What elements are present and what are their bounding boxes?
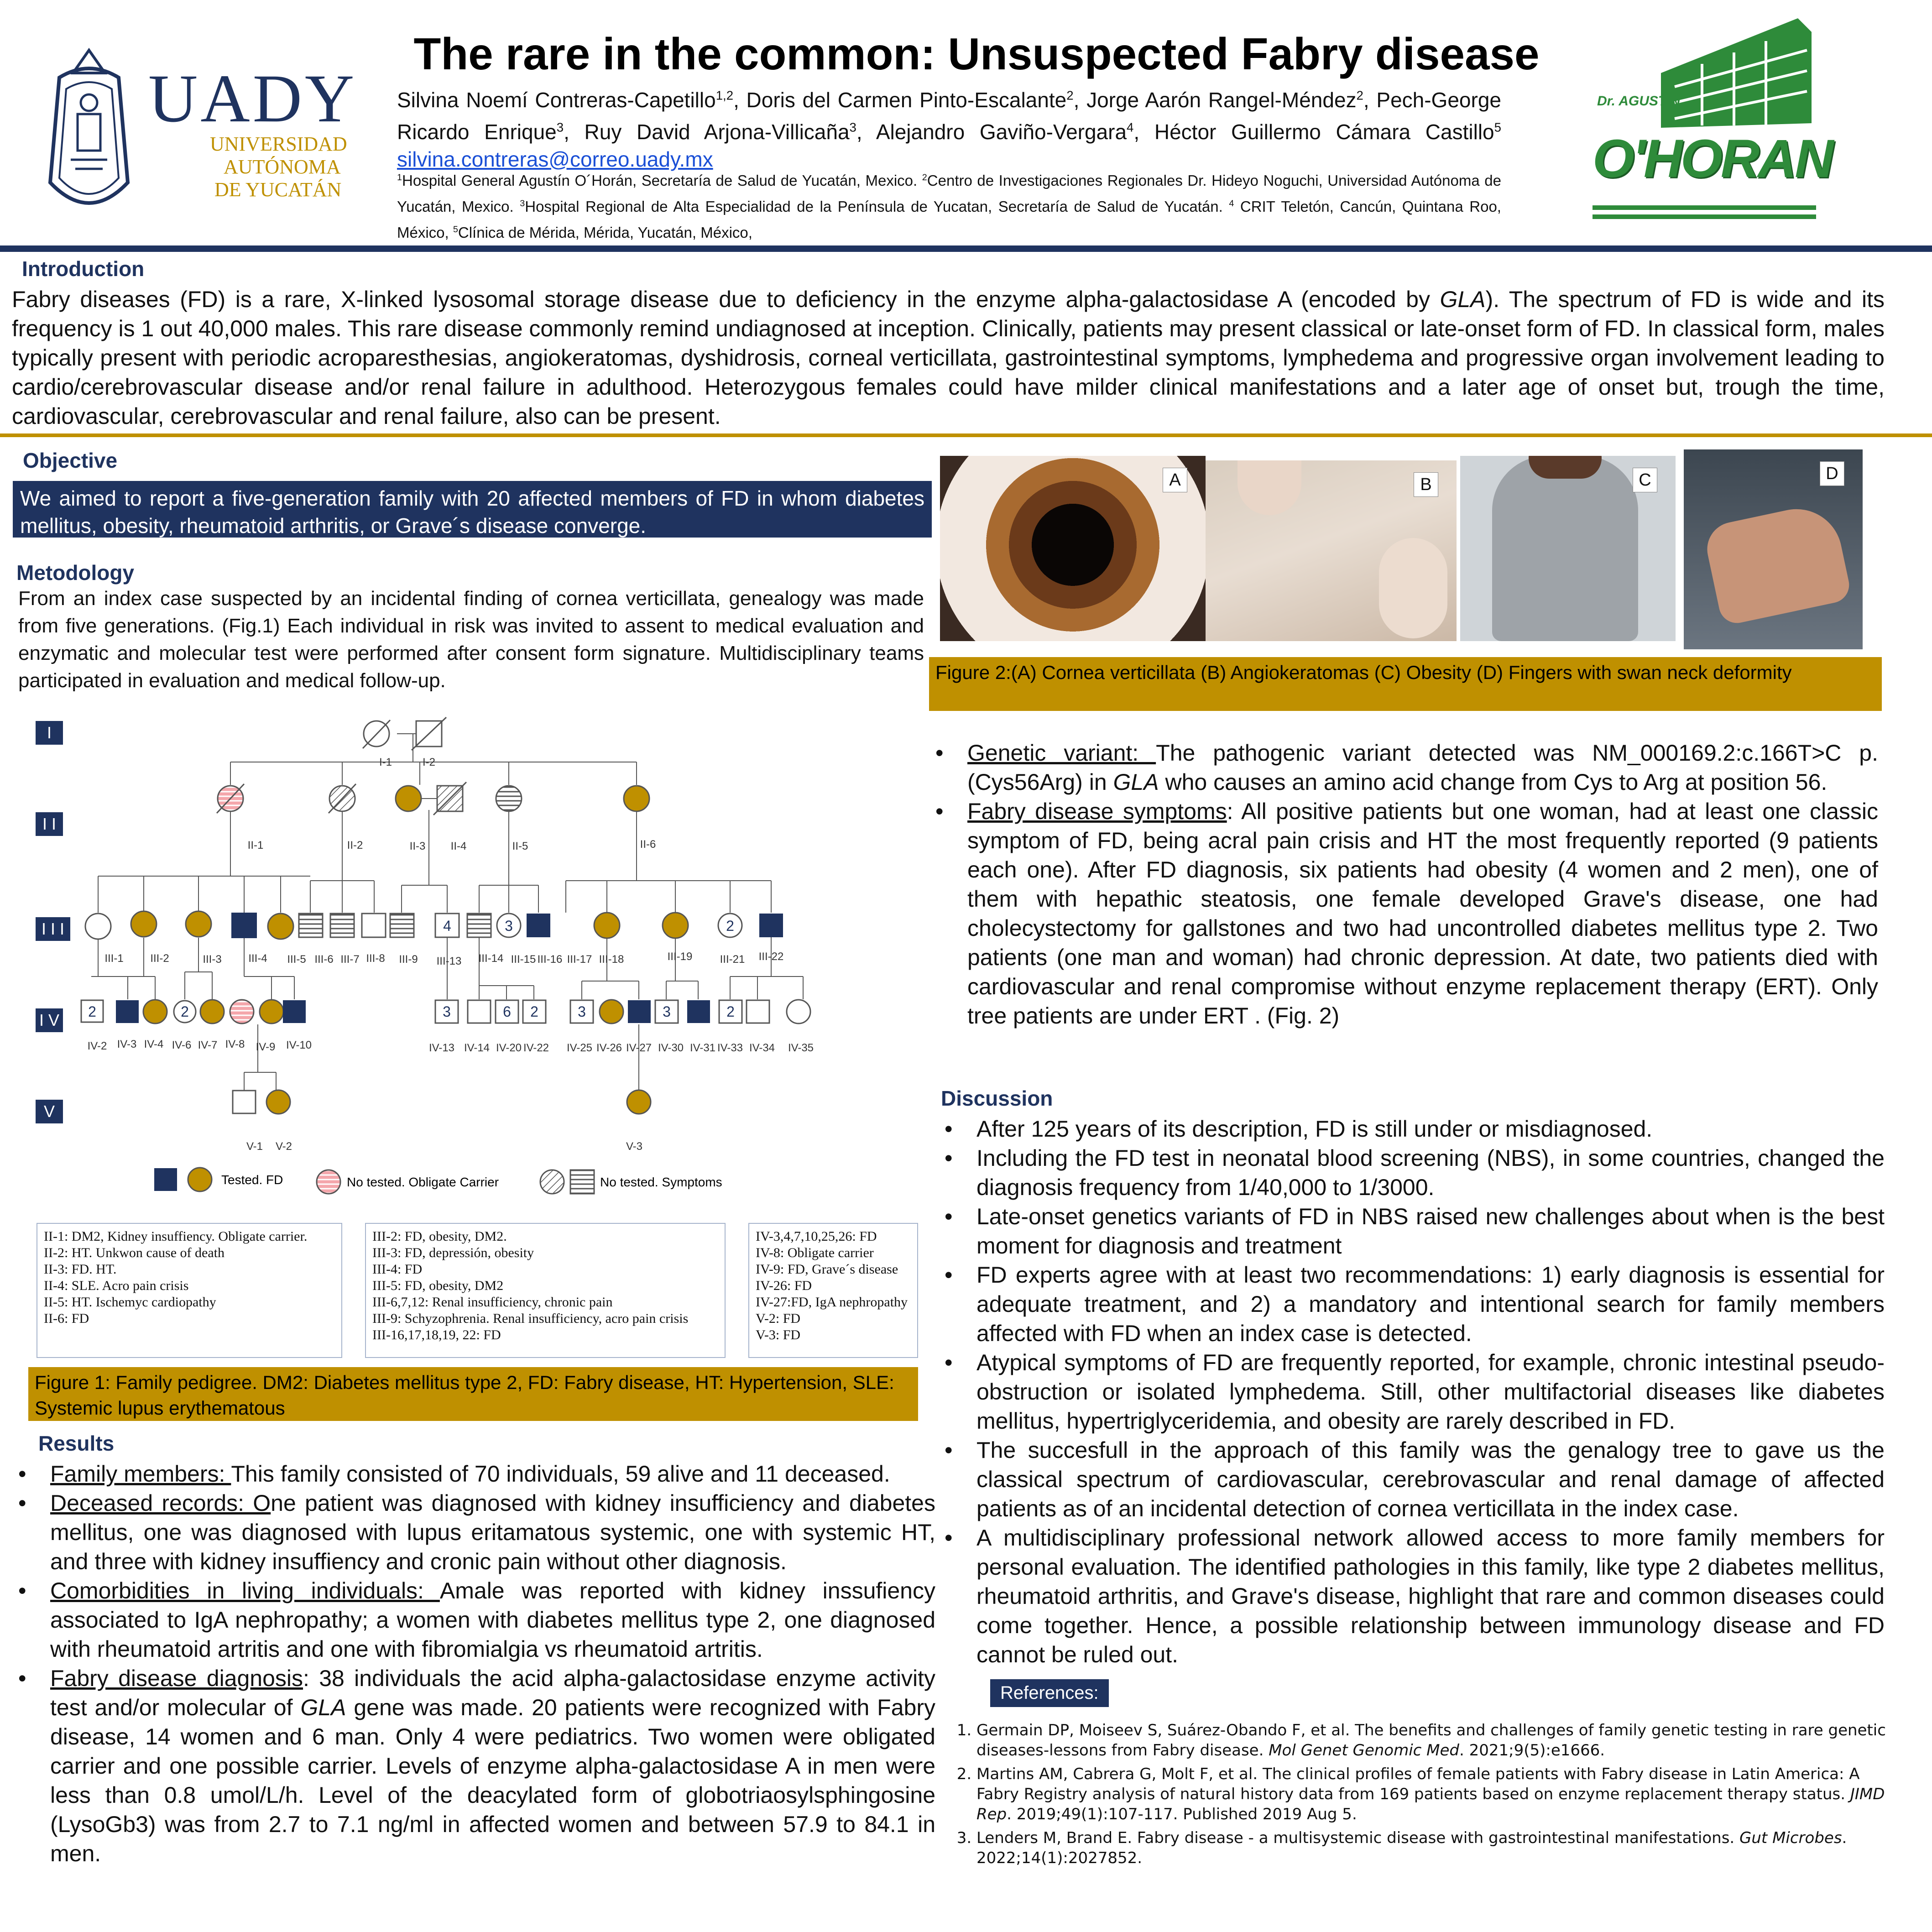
photo-b-finger — [1238, 460, 1301, 515]
pedigree-note-line: III-16,17,18,19, 22: FD — [372, 1327, 501, 1342]
pedigree-label: III-14 — [478, 952, 504, 965]
pedigree-IV-9 — [260, 1000, 283, 1023]
pedigree-label: IV-2 — [87, 1040, 107, 1052]
objective-heading: Objective — [23, 449, 118, 472]
pedigree-number: 3 — [663, 1003, 671, 1020]
hospital-building-icon — [1583, 14, 1821, 228]
pedigree-label: IV-8 — [225, 1038, 245, 1050]
pedigree-IV-8 — [230, 1000, 254, 1023]
pedigree-label: IV-9 — [256, 1041, 276, 1053]
pedigree-II-6 — [624, 786, 649, 811]
objective-box: We aimed to report a five-generation family with 20 affected members of FD in whom diabetes mellitus, obesity, rheumatoid arthritis, or Grave´s disease converge. — [13, 481, 932, 538]
bullet-label: Fabry disease symptoms — [967, 799, 1227, 824]
pedigree-label: III-2 — [150, 952, 169, 965]
legend-circle-gold — [188, 1168, 212, 1191]
uady-seal-icon — [32, 46, 146, 228]
pedigree-label: II-6 — [640, 838, 656, 851]
discussion-item: • Atypical symptoms of FD are frequently reported, for example, chronic intestinal pseudo-obstruction or isolated lymphedema. Still, other multifactorial diseases like diabetes mellitus, hypertriglyceridemia, and obesity are rarely described in FD. — [940, 1348, 1885, 1436]
pedigree-note-line: II-6: FD — [44, 1311, 89, 1326]
pedigree-note-line: II-3: FD. HT. — [44, 1262, 117, 1277]
email-link[interactable]: silvina.contreras@correo.uady.mx — [397, 147, 713, 171]
pedigree-label: IV-34 — [749, 1042, 775, 1054]
pedigree-note-line: IV-26: FD — [756, 1278, 812, 1293]
pedigree-figure — [27, 712, 922, 1214]
pedigree-note-line: II-1: DM2, Kidney insuffiency. Obligate carrier. — [44, 1229, 308, 1244]
pedigree-note-line: III-6,7,12: Renal insufficiency, chronic pain — [372, 1295, 613, 1310]
discussion-item: • A multidisciplinary professional network allowed access to more family members for personal evaluation. The identified pathologies in this family, like type 2 diabetes mellitus, rheumatoid arthritis, and Grave's disease, highlight that rare and common diseases could come together. Hence, a possible relationship between immunology disease and FD cannot be ruled out. — [940, 1523, 1885, 1669]
photo-c-obesity — [1460, 456, 1676, 641]
bullet-item — [14, 1488, 935, 1576]
uady-line2: AUTÓNOMA — [224, 156, 341, 178]
pedigree-III-2 — [131, 911, 157, 937]
introduction-heading: Introduction — [22, 257, 145, 281]
pedigree-number: 2 — [530, 1003, 538, 1020]
pedigree-III-9 — [390, 914, 414, 937]
pedigree-V-3 — [627, 1090, 651, 1114]
pedigree-note-line: V-2: FD — [756, 1311, 801, 1326]
poster-title: The rare in the common: Unsuspected Fabry disease — [413, 29, 1540, 79]
pedigree-note-line: II-2: HT. Unkwon cause of death — [44, 1245, 225, 1260]
uady-line1: UNIVERSIDAD — [210, 133, 347, 155]
bullet-text: This family consisted of 70 individuals, 59 alive and 11 deceased. — [231, 1461, 890, 1487]
pedigree-label: III-15 — [511, 953, 536, 966]
generation-label-3: I I I — [41, 919, 65, 938]
pedigree-number: 3 — [578, 1003, 586, 1020]
ohoran-small-text: Dr. AGUSTÍN — [1597, 94, 1681, 109]
header-divider — [0, 245, 1932, 252]
introduction-text: Fabry diseases (FD) is a rare, X-linked lysosomal storage disease due to deficiency in the enzyme alpha-galactosidase A (encoded by GLA). The spectrum of FD is wide and its frequency is 1 out 40,000 males. This rare disease commonly remind undiagnosed at inception. Clinically, patients may present classical or late-onset form of FD. In classical form, males typically present with periodic acroparesthesias, angiokeratomas, dyshidrosis, corneal verticillata, gastrointestinal symptoms, lymphedema and progressive organ involvement leading to cardio/cerebrovascular disease and/or renal failure in adulthood. Heterozygous females could have milder clinical manifestations and a later age of onset but, trough the time, cardiovascular, cerebrovascular and renal failure, also can be present. — [12, 287, 1885, 429]
pedigree-label: IV-7 — [198, 1039, 218, 1051]
pedigree-note-line: III-2: FD, obesity, DM2. — [372, 1229, 507, 1244]
legend-obligate: No tested. Obligate Carrier — [347, 1175, 499, 1189]
photo-d-hand — [1702, 501, 1852, 626]
pedigree-label: IV-20 — [496, 1042, 522, 1054]
reference-item: 2. Martins AM, Cabrera G, Molt F, et al. The clinical profiles of female patients with Fabry disease in Latin America: A Fabry Registry analysis of natural history data from 169 patients based on enzyme replacement therapy status. JIMD Rep. 2019;49(1):107-117. Published 2019 Aug 5. — [976, 1764, 1903, 1824]
pedigree-II-3 — [396, 786, 421, 811]
pedigree-label: III-1 — [104, 952, 124, 965]
bullet-text: : 38 individuals the acid alpha-galactosidase enzyme activity test and/or molecular of GLA gene was made. 20 patients were recognized with Fabry disease, 14 women and 6 man. Only 4 were pediatrics. Two women were obligated carrier and one possible carrier. Levels of enzyme alpha-galactosidase A in men were less than 0.8 umol/L/h. Level of the deacylated form of globotriaosylsphingosine (LysoGb3) was from 2.7 to 7.1 ng/ml in affected women and between 57.9 to 84.1 in men. — [50, 1666, 935, 1866]
references-heading: References: — [990, 1679, 1109, 1707]
figure1-caption: Figure 1: Family pedigree. DM2: Diabetes mellitus type 2, FD: Fabry disease, HT: Hypertension, SLE: Systemic lupus erythematous — [28, 1367, 918, 1421]
pedigree-label: IV-6 — [172, 1039, 192, 1051]
pedigree-note-line: II-5: HT. Ischemyc cardiopathy — [44, 1295, 216, 1310]
pedigree-label: I-2 — [422, 756, 436, 768]
pedigree-label: III-6 — [314, 953, 334, 966]
pedigree-III-16 — [527, 914, 550, 937]
pedigree-III-1 — [85, 914, 111, 939]
pedigree-label: IV-27 — [626, 1042, 652, 1054]
bullet-item — [14, 1576, 935, 1664]
pedigree-label: II-4 — [450, 840, 467, 852]
legend-square-navy — [154, 1168, 177, 1191]
bullet-item — [14, 1459, 935, 1488]
pedigree-IV-27 — [628, 1000, 651, 1023]
bullet-text: Amale was reported with kidney inssufiency associated to IgA nephropathy; a women with diabetes mellitus type 2, one diagnosed with rheumatoid artritis and one with fibromialgia vs rheumatoid artritis. — [50, 1578, 935, 1662]
reference-item: 1. Germain DP, Moiseev S, Suárez-Obando F, et al. The benefits and challenges of family genetic testing in rare genetic diseases-lessons from Fabry disease. Mol Genet Genomic Med. 2021;9(5):e1666. — [976, 1720, 1903, 1760]
pedigree-note-line: III-9: Schyzophrenia. Renal insufficiency, acro pain crisis — [372, 1311, 689, 1326]
legend-square-hatched — [570, 1170, 594, 1194]
pedigree-IV-14 — [468, 1000, 491, 1023]
pedigree-number: 3 — [443, 1003, 451, 1020]
discussion-item: • FD experts agree with at least two recommendations: 1) early diagnosis is essential for adequate treatment, and 2) a mandatory and intentional search for family members affected with FD when an index case is detected. — [940, 1260, 1885, 1348]
legend-symptoms: No tested. Symptoms — [600, 1175, 722, 1189]
references-list — [949, 1720, 1903, 1872]
discussion-item: • Late-onset genetics variants of FD in NBS raised new challenges about when is the best moment for diagnosis and treatment — [940, 1202, 1885, 1260]
pedigree-IV-4 — [143, 1000, 167, 1023]
photo-label-a: A — [1163, 468, 1187, 492]
pedigree-note-line: III-4: FD — [372, 1262, 423, 1277]
pedigree-label: III-21 — [720, 953, 745, 966]
photo-b-angiokeratomas — [1206, 460, 1457, 641]
authors-list: Silvina Noemí Contreras-Capetillo$^{1,2}$, Doris del Carmen Pinto-Escalante$^2$, Jorge Aarón Rangel-Méndez$^2$, Pech-George Ricardo Enrique$^3$, Ruy David Arjona-Villicaña$^3$, Alejandro Gaviño-Vergara$^4$, Héctor Guillermo Cámara Castillo$^5$ — [397, 88, 1501, 144]
ohoran-big-text: O'HORAN — [1593, 129, 1832, 189]
pedigree-label: III-18 — [599, 953, 624, 966]
generation-label-1: I — [47, 723, 52, 742]
discussion-heading: Discussion — [941, 1086, 1053, 1110]
pedigree-label: IV-25 — [566, 1042, 593, 1054]
pedigree-number: 2 — [726, 1003, 735, 1020]
pedigree-III-14 — [467, 914, 491, 937]
uady-logo — [32, 46, 360, 228]
pedigree-label: III-4 — [248, 952, 267, 965]
pedigree-note-line: V-3: FD — [756, 1327, 801, 1342]
pedigree-label: III-3 — [203, 953, 222, 966]
pedigree-III-19 — [663, 913, 688, 938]
pedigree-label: V-3 — [626, 1140, 643, 1153]
legend-circle-hatched — [540, 1170, 564, 1194]
pedigree-III-18 — [594, 913, 620, 938]
pedigree-label: III-7 — [340, 953, 360, 966]
bullet-item — [931, 738, 1878, 797]
pedigree-number: 2 — [726, 918, 734, 934]
pedigree-IV-35 — [787, 1000, 810, 1023]
uady-big-text: UADY — [148, 61, 357, 136]
generation-label-4: I V — [39, 1011, 60, 1029]
pedigree-label: III-8 — [366, 952, 385, 965]
pedigree-notes-box-3 — [748, 1223, 918, 1358]
pedigree-V-1 — [233, 1091, 256, 1113]
pedigree-III-6 — [299, 914, 323, 937]
legend-circle-pink — [317, 1170, 340, 1194]
uady-line3: DE YUCATÁN — [214, 178, 342, 201]
pedigree-note-line: IV-9: FD, Grave´s disease — [756, 1262, 898, 1277]
photo-label-b: B — [1414, 472, 1438, 497]
pedigree-IV-31 — [687, 1000, 710, 1023]
pedigree-label: IV-30 — [658, 1042, 684, 1054]
pedigree-II-5 — [496, 786, 522, 811]
pedigree-label: I-1 — [379, 756, 392, 768]
pedigree-label: II-3 — [409, 840, 426, 852]
pedigree-label: III-13 — [436, 955, 462, 967]
pedigree-label: IV-14 — [464, 1042, 490, 1054]
pedigree-label: III-22 — [758, 950, 784, 963]
pedigree-note-line: IV-3,4,7,10,25,26: FD — [756, 1229, 877, 1244]
bullet-item — [931, 797, 1878, 1030]
pedigree-III-7 — [330, 914, 354, 937]
pedigree-note-line: IV-8: Obligate carrier — [756, 1245, 874, 1260]
pedigree-III-4 — [231, 913, 257, 938]
generation-label-5: V — [43, 1102, 55, 1121]
pedigree-number: 4 — [443, 918, 451, 934]
discussion-item: • The succesfull in the approach of this family was the genalogy tree to gave us the classical spectrum of cardiovascular, cerebrovascular and renal damage of affected patients as of an incidental detection of cornea verticillata in the index case. — [940, 1436, 1885, 1523]
pedigree-label: IV-35 — [788, 1042, 814, 1054]
discussion-item: • After 125 years of its description, FD is still under or misdiagnosed. — [940, 1114, 1885, 1144]
pedigree-IV-7 — [200, 1000, 224, 1023]
pedigree-label: II-2 — [347, 839, 363, 851]
pedigree-label: III-16 — [537, 953, 563, 966]
pedigree-note-line: III-3: FD, depressión, obesity — [372, 1245, 534, 1260]
legend-tested: Tested. FD — [221, 1173, 283, 1187]
pedigree-label: III-17 — [567, 953, 592, 966]
discussion-item: • Including the FD test in neonatal blood screening (NBS), in some countries, changed the diagnosis frequency from 1/40,000 to 1/3000. — [940, 1144, 1885, 1202]
pedigree-notes-box-1 — [37, 1223, 342, 1358]
pedigree-label: III-5 — [287, 953, 306, 966]
bullet-text: The pathogenic variant detected was NM_000169.2:c.166T>C p.(Cys56Arg) in GLA who causes an amino acid change from Cys to Arg at position 56. — [967, 740, 1878, 795]
pedigree-note-line: III-5: FD, obesity, DM2 — [372, 1278, 504, 1293]
results-heading: Results — [38, 1431, 115, 1455]
photo-label-d: D — [1820, 461, 1844, 486]
intro-divider — [0, 433, 1932, 437]
reference-item: 3. Lenders M, Brand E. Fabry disease - a multisystemic disease with gastrointestinal manifestations. Gut Microbes. 2022;14(1):2027852. — [976, 1828, 1903, 1868]
photo-a-cornea — [940, 456, 1206, 641]
bullet-label: Family members: — [50, 1461, 231, 1487]
photo-label-c: C — [1633, 468, 1657, 492]
pedigree-label: II-5 — [512, 840, 528, 852]
pedigree-IV-34 — [747, 1000, 769, 1023]
pedigree-number: 2 — [181, 1003, 189, 1020]
bullet-label: Fabry disease diagnosis — [50, 1666, 303, 1691]
pedigree-number: 2 — [88, 1003, 96, 1020]
bullet-text: : All positive patients but one woman, had at least one classic symptom of FD, being acral pain crisis and HT the most frequently reported (9 patients each one). After FD diagnosis, six patients had obesity (4 women and 2 men), one of them with hepathic steatosis, one female developed Grave's disease, one had cholecystectomy for gallstones and two had uncontrolled diabetes mellitus type 2. Two patients (one man and woman) had chronic depression. At date, two patients died with cardiovascular and renal compromise without enzyme replacement therapy (ERT). Only tree patients are under ERT . (Fig. 2) — [967, 799, 1878, 1029]
figure2-photos — [940, 449, 1880, 650]
pedigree-label: IV-33 — [717, 1042, 743, 1054]
results-list — [14, 1459, 935, 1868]
pedigree-svg — [27, 712, 922, 1214]
bullet-text: ne patient was diagnosed with kidney insufficiency and diabetes mellitus, one was diagnosed with lupus eritamatous systemic, one with systemic HT, and three with kidney insuffiency and cronic pain without other diagnosis. — [50, 1490, 935, 1574]
pedigree-label: IV-26 — [596, 1042, 622, 1054]
affiliations: $^1$Hospital General Agustín O´Horán, Secretaría de Salud de Yucatán, Mexico. $^2$Centro de Investigaciones Regionales Dr. Hideyo Noguchi, Universidad Autónoma de Yucatán, Mexico. $^3$Hospital Regional de Alta Especialidad de la Península de Yucatan, Secretaría de Salud de Yucatán. $^4$ CRIT Teletón, Cancún, Quintana Roo, México, $^5$Clínica de Mérida, Mérida, Yucatán, México, — [397, 172, 1501, 241]
pedigree-label: V-2 — [275, 1140, 292, 1153]
figure2-caption: Figure 2:(A) Cornea verticillata (B) Angiokeratomas (C) Obesity (D) Fingers with swan neck deformity — [929, 657, 1882, 711]
pedigree-label: IV-4 — [144, 1038, 164, 1050]
pedigree-label: IV-13 — [428, 1042, 455, 1054]
pedigree-label: III-9 — [399, 953, 418, 966]
photo-c-head — [1529, 456, 1602, 479]
photo-d-fingers — [1684, 449, 1863, 649]
bullet-label: Genetic variant: — [967, 740, 1156, 766]
results-right-list — [931, 738, 1878, 1030]
pedigree-notes-box-2 — [365, 1223, 726, 1358]
pedigree-III-3 — [186, 911, 211, 937]
pedigree-note-line: IV-27:FD, IgA nephropathy — [756, 1295, 908, 1310]
pedigree-IV-26 — [600, 1000, 623, 1023]
pedigree-label: IV-3 — [117, 1038, 137, 1050]
pedigree-label: IV-22 — [523, 1042, 549, 1054]
pedigree-number: 3 — [505, 918, 513, 934]
pedigree-label: II-1 — [247, 839, 264, 851]
bullet-label: Deceased records: O — [50, 1490, 271, 1516]
methodology-heading: Metodology — [16, 561, 135, 585]
pedigree-V-2 — [266, 1090, 290, 1114]
pedigree-note-line: II-4: SLE. Acro pain crisis — [44, 1278, 189, 1293]
pedigree-label: IV-10 — [286, 1039, 312, 1051]
pedigree-III-5 — [268, 914, 293, 939]
photo-b-finger2 — [1379, 538, 1447, 638]
pedigree-IV-3 — [116, 1000, 139, 1023]
pedigree-label: III-19 — [667, 950, 693, 963]
pedigree-number: 6 — [503, 1003, 511, 1020]
pedigree-IV-10 — [283, 1000, 306, 1023]
discussion-list — [940, 1114, 1885, 1669]
pedigree-label: IV-31 — [689, 1042, 716, 1054]
generation-label-2: I I — [42, 815, 57, 833]
pedigree-label: V-1 — [246, 1140, 263, 1153]
photo-c-body — [1492, 456, 1638, 641]
authors — [397, 82, 1501, 173]
bullet-item — [14, 1664, 935, 1868]
pedigree-III-8 — [362, 914, 386, 937]
ohoran-logo — [1583, 14, 1832, 228]
methodology-text: From an index case suspected by an incidental finding of cornea verticillata, genealogy was made from five generations. (Fig.1) Each individual in risk was invited to assent to medical evaluation and enzymatic and molecular test were performed after consent form signature. Multidisciplinary teams participated in evaluation and medical follow-up. — [18, 587, 924, 692]
pedigree-III-22 — [759, 914, 783, 937]
bullet-label: Comorbidities in living individuals: — [50, 1578, 440, 1603]
